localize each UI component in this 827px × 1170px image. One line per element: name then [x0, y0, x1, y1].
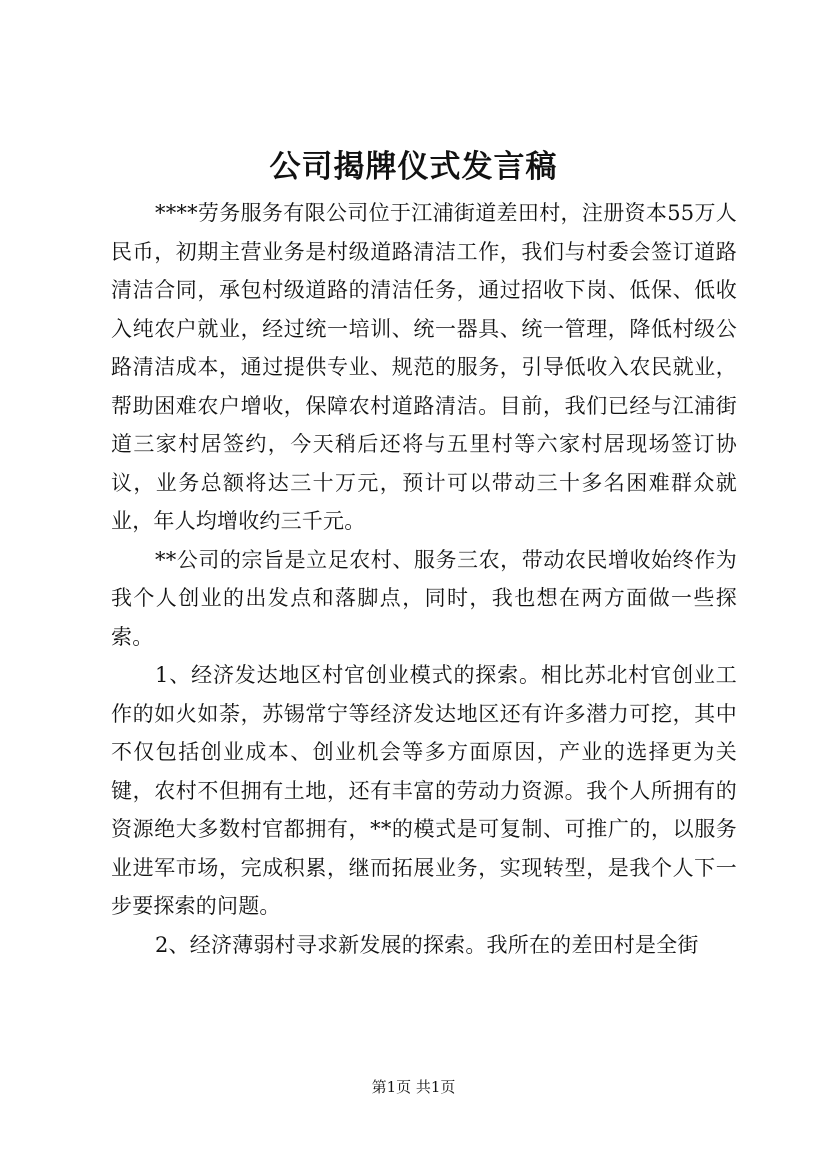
page-footer: 第1页 共1页 [371, 1078, 456, 1096]
paragraph-exploration-1: 1、经济发达地区村官创业模式的探索。相比苏北村官创业工作的如火如荼，苏锡常宁等经济发达地区还有许多潜力可挖，其中不仅包括创业成本、创业机会等多方面原因，产业的选择更为关键，农村不但拥有土地，还有丰富的劳动力资源。我个人所拥有的资源绝大多数村官都拥有，**的模式是可复制、可推广的，以服务业进军市场，完成积累，继而拓展业务，实现转型，是我个人下一步要探索的问题。 [111, 663, 737, 918]
paragraph-company-intro: ****劳务服务有限公司位于江浦街道差田村，注册资本55万人民币，初期主营业务是村级道路清洁工作，我们与村委会签订道路清洁合同，承包村级道路的清洁任务，通过招收下岗、低保、低收入纯农户就业，经过统一培训、统一器具、统一管理，降低村级公路清洁成本，通过提供专业、规范的服务，引导低收入农民就业，帮助困难农户增收，保障农村道路清洁。目前，我们已经与江浦街道三家村居签约，今天稍后还将与五里村等六家村居现场签订协议，业务总额将达三十万元，预计可以带动三十多名困难群众就业，年人均增收约三千元。 [111, 201, 737, 533]
paragraph-company-purpose: **公司的宗旨是立足农村、服务三农，带动农民增收始终作为我个人创业的出发点和落脚点，同时，我也想在两方面做一些探索。 [111, 547, 737, 649]
document-title: 公司揭牌仪式发言稿 [269, 149, 558, 185]
paragraph-exploration-2: 2、经济薄弱村寻求新发展的探索。我所在的差田村是全街 [155, 932, 699, 957]
document-body [111, 194, 737, 964]
